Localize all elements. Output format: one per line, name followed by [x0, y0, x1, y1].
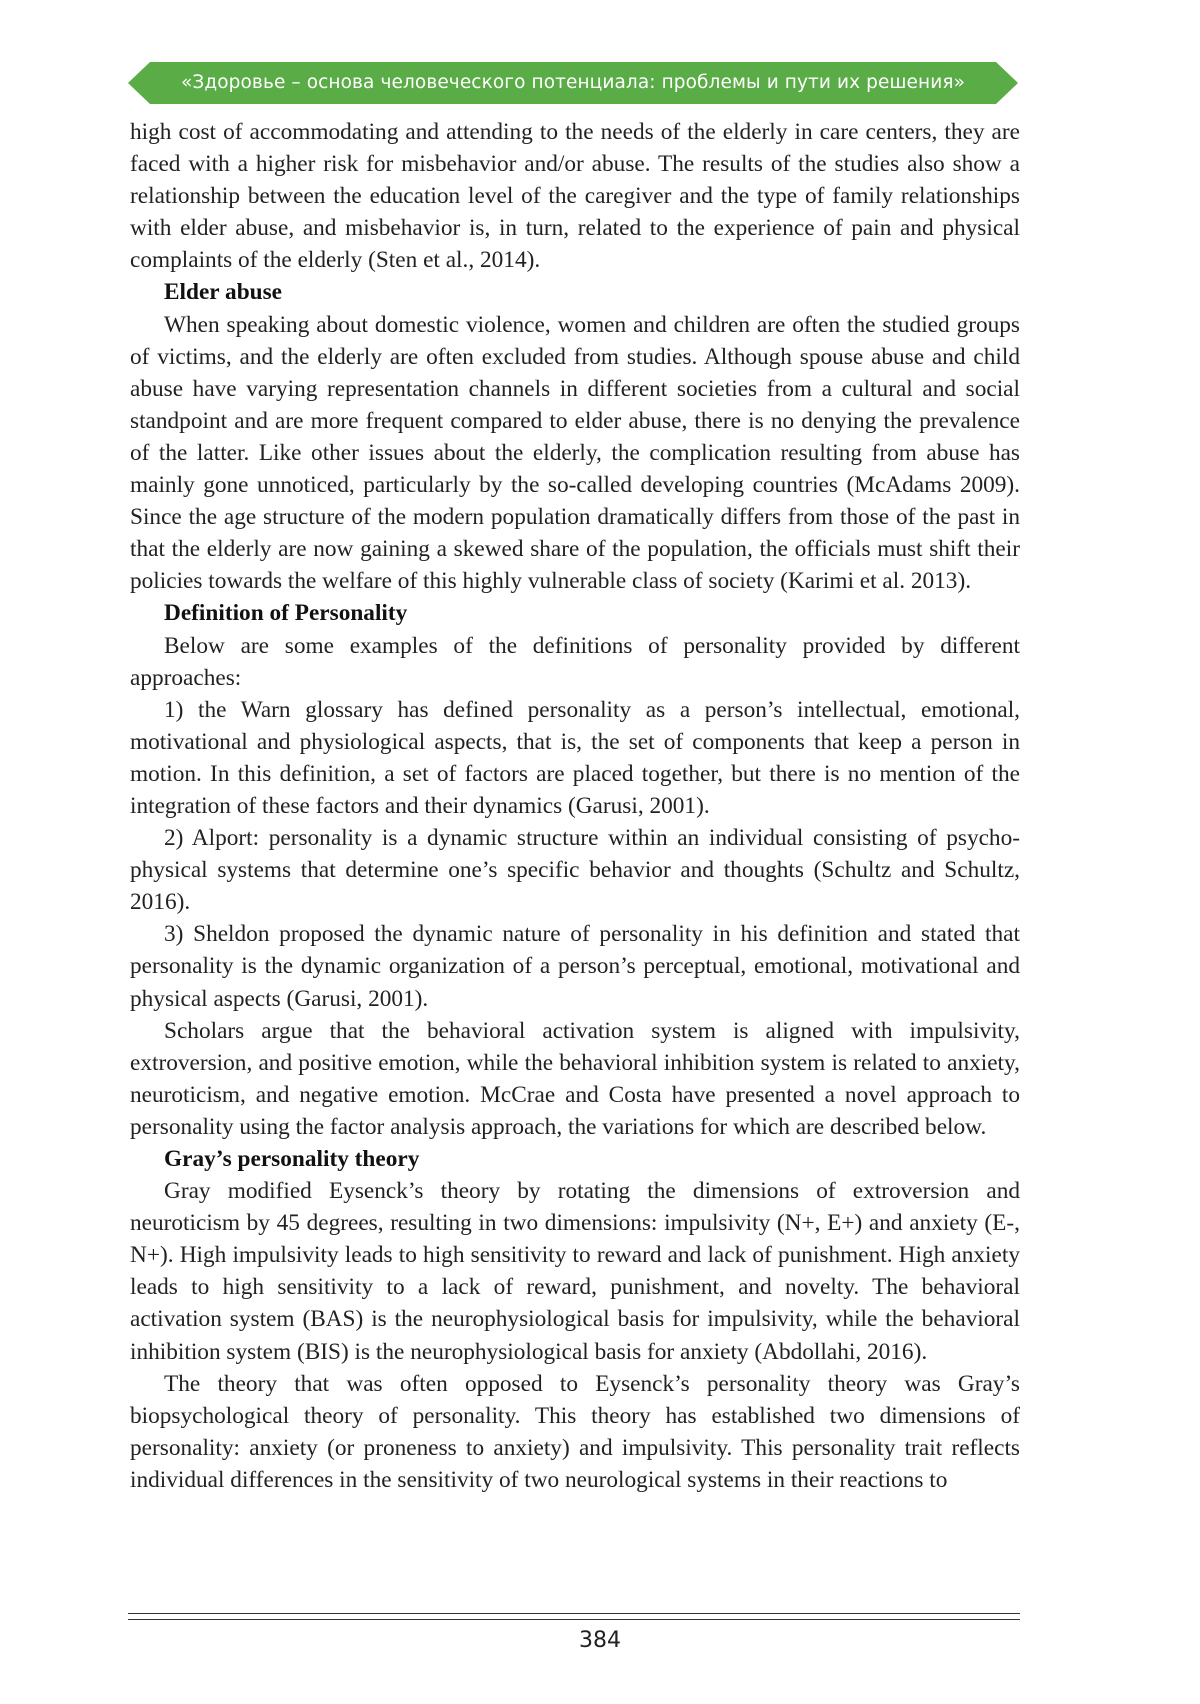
- footer-rule-bottom: [128, 1619, 1020, 1620]
- header-banner: [128, 62, 1018, 104]
- page-number: 384: [579, 1628, 621, 1653]
- paragraph-gray-modified: Gray modified Eysenck’s theory by rotating the dimensions of extroversion and neuroticism by 45 degrees, resulting in two dimensions: impulsivity (N+, E+) and anxiety (E-, N+). High impulsivity leads to high sensitivity to reward and lack of punishment. High anxiety leads to high sensitivity to a lack of reward, punishment, and novelty. The behavioral activation system (BAS) is the neurophysiological basis for impulsivity, while the behavioral inhibition system (BIS) is the neurophysiological basis for anxiety (Abdollahi, 2016).: [130, 1178, 1020, 1365]
- paragraph-definition-1: 1) the Warn glossary has defined personality as a person’s intellectual, emotional, motivational and physiological aspects, that is, the set of components that keep a person in motion. In this definition, a set of factors are placed together, but there is no mention of the integration of these factors and their dynamics (Garusi, 2001).: [130, 696, 1020, 819]
- footer-rule-top: [128, 1613, 1020, 1614]
- paragraph-definitions-intro: Below are some examples of the definitions of personality provided by different approaches:: [130, 632, 1020, 691]
- paragraph-definition-2: 2) Alport: personality is a dynamic structure within an individual consisting of psycho-physical systems that determine one’s specific behavior and thoughts (Schultz and Schultz, 2016).: [130, 825, 1020, 916]
- heading-elder-abuse: Elder abuse: [164, 279, 283, 306]
- paragraph-biopsychological: The theory that was often opposed to Eysenck’s personality theory was Gray’s biopsychological theory of personality. This theory has established two dimensions of personality: anxiety (or proneness to anxiety) and impulsivity. This personality trait reflects individual differences in the sensitivity of two neurological systems in their reactions to: [130, 1370, 1020, 1493]
- running-header-title: «Здоровье – основа человеческого потенциала: проблемы и пути их решения»: [180, 72, 965, 93]
- heading-definition-of-personality: Definition of Personality: [164, 600, 408, 627]
- paragraph-definition-3: 3) Sheldon proposed the dynamic nature of personality in his definition and stated that personality is the dynamic organization of a person’s perceptual, emotional, motivational and physical aspects (Garusi, 2001).: [130, 921, 1020, 1012]
- paragraph-continuation: high cost of accommodating and attending to the needs of the elderly in care centers, they are faced with a higher risk for misbehavior and/or abuse. The results of the studies also show a relationship between the education level of the caregiver and the type of family relationships with elder abuse, and misbehavior is, in turn, related to the experience of pain and physical complaints of the elderly (Sten et al., 2014).: [130, 119, 1020, 274]
- page-body: [130, 116, 1020, 1496]
- paragraph-elder-abuse: When speaking about domestic violence, women and children are often the studied groups of victims, and the elderly are often excluded from studies. Although spouse abuse and child abuse have varying representation channels in different societies from a cultural and social standpoint and are more frequent compared to elder abuse, there is no denying the prevalence of the latter. Like other issues about the elderly, the complication resulting from abuse has mainly gone unnoticed, particularly by the so-called developing countries (McAdams 2009). Since the age structure of the modern population dramatically differs from those of the past in that the elderly are now gaining a skewed share of the population, the officials must shift their policies towards the welfare of this highly vulnerable class of society (Karimi et al. 2013).: [130, 311, 1020, 595]
- paragraph-scholars: Scholars argue that the behavioral activation system is aligned with impulsivity, extroversion, and positive emotion, while the behavioral inhibition system is related to anxiety, neuroticism, and negative emotion. McCrae and Costa have presented a novel approach to personality using the factor analysis approach, the variations for which are described below.: [130, 1017, 1020, 1140]
- heading-grays-theory: Gray’s personality theory: [164, 1146, 420, 1172]
